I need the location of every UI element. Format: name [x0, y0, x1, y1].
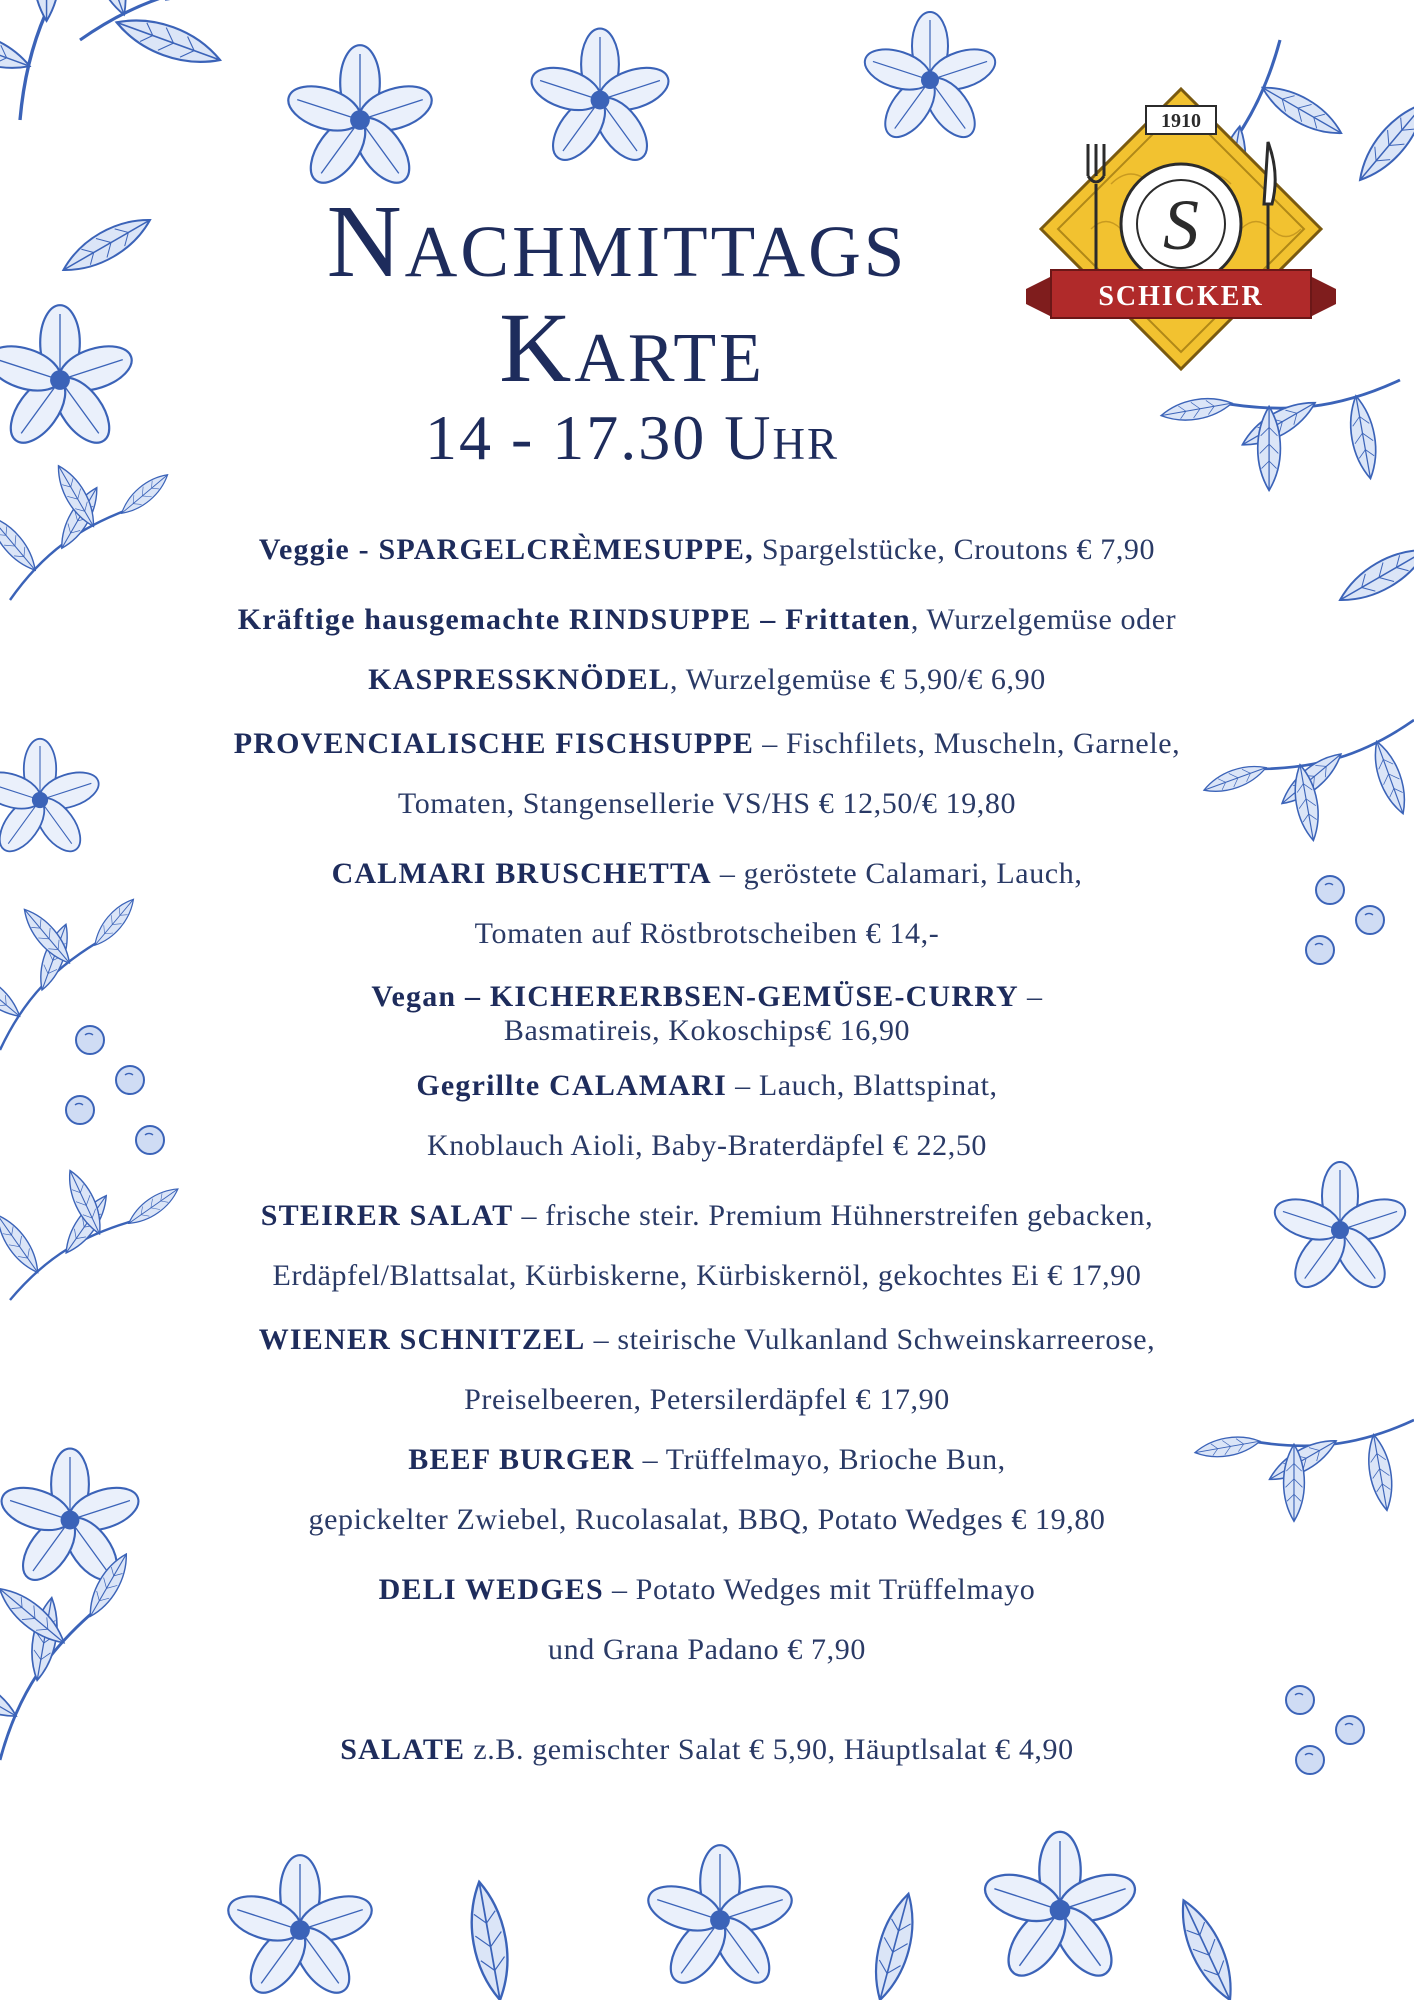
dish-description: und Grana Padano € 7,90: [548, 1633, 866, 1666]
dish-name: WIENER SCHNITZEL: [258, 1323, 586, 1356]
dish-description: – geröstete Calamari, Lauch,: [711, 857, 1083, 890]
menu-line: [150, 980, 1264, 1014]
menu-line: [150, 1116, 1264, 1176]
dish-name: Veggie - SPARGELCRÈMESUPPE,: [258, 533, 754, 566]
dish-description: Basmatireis, Kokoschips€ 16,90: [503, 1014, 911, 1047]
dish-description: Knoblauch Aioli, Baby-Braterdäpfel € 22,50: [426, 1129, 988, 1162]
dish-name: CALMARI BRUSCHETTA: [331, 857, 712, 890]
dish-description: gepickelter Zwiebel, Rucolasalat, BBQ, Potato Wedges € 19,80: [308, 1503, 1106, 1536]
menu-line: [150, 1186, 1264, 1246]
dish-description: Spargelstücke, Croutons € 7,90: [753, 533, 1156, 566]
menu-line: [150, 1370, 1264, 1430]
dish-description: – frische steir. Premium Hühnerstreifen gebacken,: [513, 1199, 1154, 1232]
dish-description: , Wurzelgemüse oder: [910, 603, 1177, 636]
dish-name: Kräftige hausgemachte RINDSUPPE – Frittaten: [237, 603, 911, 636]
dish-description: – Trüffelmayo, Brioche Bun,: [634, 1443, 1006, 1476]
menu-line: [150, 1620, 1264, 1680]
logo-year: 1910: [1161, 110, 1201, 132]
menu-line: [150, 1720, 1264, 1780]
menu-line: [150, 1430, 1264, 1490]
menu-item: [150, 520, 1264, 580]
dish-name: BEEF BURGER: [408, 1443, 635, 1476]
menu-line: [150, 844, 1264, 904]
logo-monogram: S: [1163, 185, 1199, 265]
menu-item: [150, 1720, 1264, 1780]
dish-name: KASPRESSKNÖDEL: [368, 663, 671, 696]
menu-line: [150, 1490, 1264, 1550]
dish-description: – steirische Vulkanland Schweinskarreerose,: [585, 1323, 1156, 1356]
dish-name: PROVENCIALISCHE FISCHSUPPE: [233, 727, 755, 760]
dish-description: , Wurzelgemüse € 5,90/€ 6,90: [670, 663, 1046, 696]
menu-item: [150, 1186, 1264, 1306]
title-line-2: Karte: [499, 292, 765, 403]
dish-name: Gegrillte CALAMARI: [416, 1069, 728, 1102]
menu-line: [150, 1560, 1264, 1620]
dish-description: – Lauch, Blattspinat,: [727, 1069, 998, 1102]
dish-description: Preiselbeeren, Petersilerdäpfel € 17,90: [464, 1383, 950, 1416]
menu-line: [150, 590, 1264, 650]
menu-item: [150, 714, 1264, 834]
dish-name: SALATE: [340, 1733, 466, 1766]
menu-line: [150, 774, 1264, 834]
dish-name: STEIRER SALAT: [260, 1199, 514, 1232]
logo-name: SCHICKER: [1098, 281, 1264, 312]
menu-line: [150, 520, 1264, 580]
menu-line: [150, 1310, 1264, 1370]
menu-item: [150, 1560, 1264, 1680]
dish-description: Erdäpfel/Blattsalat, Kürbiskerne, Kürbiskernöl, gekochtes Ei € 17,90: [272, 1259, 1142, 1292]
menu-item: [150, 1056, 1264, 1176]
dish-name: Vegan – KICHERERBSEN-GEMÜSE-CURRY: [371, 980, 1019, 1013]
opening-hours: 14 - 17.30 Uhr: [424, 402, 840, 473]
menu-line: [150, 1056, 1264, 1116]
dish-name: DELI WEDGES: [378, 1573, 604, 1606]
menu-item: [150, 844, 1264, 964]
dish-description: Tomaten auf Röstbrotscheiben € 14,-: [474, 917, 940, 950]
dish-description: z.B. gemischter Salat € 5,90, Häuptlsalat € 4,90: [465, 1733, 1074, 1766]
title-line-1: Nachmittags: [326, 184, 908, 299]
dish-description: – Fischfilets, Muscheln, Garnele,: [754, 727, 1181, 760]
menu-item: [150, 1310, 1264, 1550]
menu-item: [150, 590, 1264, 710]
dish-description: –: [1018, 980, 1043, 1013]
schicker-logo: [1016, 84, 1346, 374]
menu-line: [150, 1246, 1264, 1306]
menu-list: [150, 520, 1264, 1780]
dish-description: – Potato Wedges mit Trüffelmayo: [603, 1573, 1036, 1606]
menu-line: [150, 1014, 1264, 1048]
dish-description: Tomaten, Stangensellerie VS/HS € 12,50/€ 19,80: [397, 787, 1017, 820]
menu-line: [150, 904, 1264, 964]
menu-line: [150, 650, 1264, 710]
menu-line: [150, 714, 1264, 774]
menu-item: [150, 980, 1264, 1048]
